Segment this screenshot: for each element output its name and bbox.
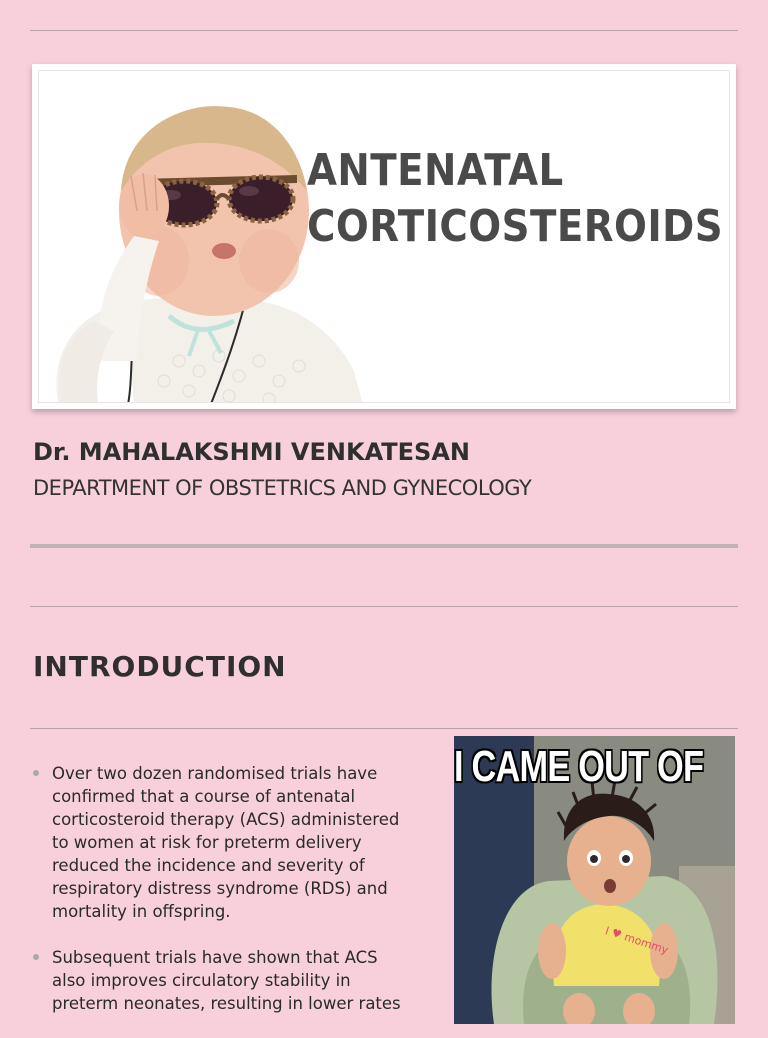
bullet-text: Subsequent trials have shown that ACS also improves circulatory stability in preterm neonates, resulting in lower rates [52, 948, 401, 1013]
bullet-list [30, 762, 410, 1038]
slide-title [307, 143, 727, 255]
department-name: DEPARTMENT OF OBSTETRICS AND GYNECOLOGY [33, 476, 532, 500]
bullet-text: Over two dozen randomised trials have confirmed that a course of antenatal corticosteroid therapy (ACS) administered to women at risk for preterm delivery reduced the incidence and severity of respiratory distress syndrome (RDS) and mortality in offspring. [52, 764, 400, 921]
list-item [30, 946, 410, 1015]
slide-top-divider [30, 606, 738, 607]
shirt-text: I ♥ mommy [603, 924, 670, 957]
meme-image [454, 736, 735, 1024]
list-item [30, 762, 410, 923]
bullet-icon [33, 954, 39, 960]
title-line-2: CORTICOSTEROIDS [307, 201, 724, 252]
bullet-icon [33, 770, 39, 776]
author-name: Dr. MAHALAKSHMI VENKATESAN [33, 438, 471, 466]
meme-caption: I CAME OUT OF [454, 742, 704, 791]
title-line-1: ANTENATAL [307, 145, 564, 196]
heading-divider [30, 728, 738, 729]
slide-separator [30, 544, 738, 548]
top-divider [30, 30, 738, 31]
section-heading: INTRODUCTION [33, 650, 287, 683]
title-slide-card [32, 64, 736, 409]
